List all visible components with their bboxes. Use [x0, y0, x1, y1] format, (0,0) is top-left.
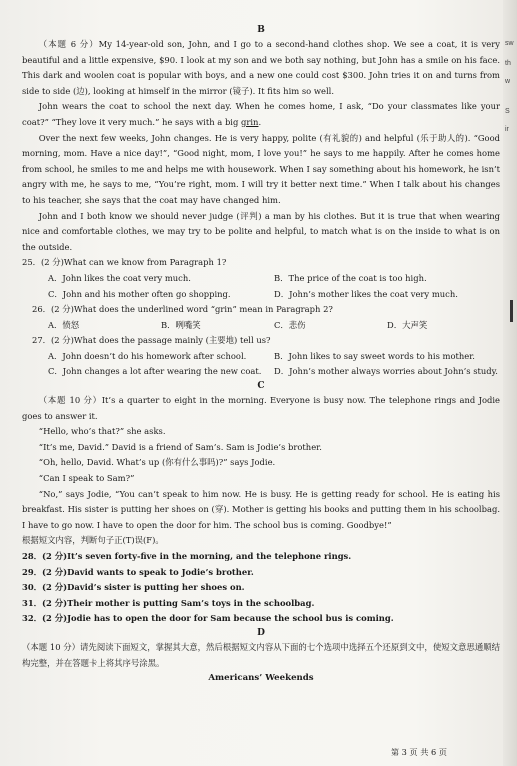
true-false-30: 30．(2 分)David’s sister is putting her shoes on. [22, 582, 245, 593]
true-false-32: 32．(2 分)Jodie has to open the door for Sam because the school bus is coming. [22, 613, 394, 624]
true-false-28: 28．(2 分)It’s seven forty-five in the morning, and the telephone rings. [22, 551, 352, 561]
passage-d-title: Americans’ Weekends [208, 673, 314, 684]
passage-b-paragraph-2 [22, 99, 500, 130]
option-d: D．John’s mother likes the coat very much. [274, 288, 458, 299]
section-heading-b: B [257, 25, 265, 35]
section-heading-d: D [257, 627, 265, 638]
paragraph-text: . [258, 116, 262, 127]
passage-c-paragraph-4: “Oh, hello, David. What’s up (你有什么事吗)?” says Jodie. [38, 457, 276, 468]
question-26: 26．(2 分)What does the underlined word “grin” mean in Paragraph 2? [32, 304, 333, 315]
option-a: A．愤怒 [48, 319, 80, 330]
option-b: B．咧嘴笑 [161, 319, 201, 330]
true-false-31: 31．(2 分)Their mother is putting Sam’s toys in the schoolbag. [22, 597, 315, 608]
option-b: B．John likes to say sweet words to his mother. [274, 350, 475, 361]
edge-fragment: w [505, 78, 511, 85]
true-false-29: 29．(2 分)David wants to speak to Jodie’s brother. [22, 566, 254, 577]
passage-b-paragraph-4: John and I both know we should never judge (评判) a man by his clothes. But it is true that when wearing nice and comfortable clothes, we may try to be polite and helpful, to match what is on the inside to what is on the outside. [22, 210, 500, 252]
edge-mark [510, 300, 513, 322]
passage-b-paragraph-3: Over the next few weeks, John changes. He is very happy, polite (有礼貌的) and helpful (乐于助人的). “Good morning, mom. Have a nice day!”, “Good night, mom, I love you!” he says to me happily. After he comes home from school, he smiles to me and helps me with housework. When I say something about his homework, he isn’t angry with me, he says to me, “You’re right, mom. I will try it better next time.” When I talk about his changes to his teacher, she says that the coat may have changed him. [22, 132, 500, 205]
question-26-options [48, 318, 500, 334]
passage-c-paragraph-6: “No,” says Jodie, “You can’t speak to him now. He is busy. He is getting ready for school. He is eating his breakfast. His sister is putting her shoes on (穿). Mother is getting his books and putting them in his schoolbag. I have to go now. I have to open the door for him. The school bus is coming. Goodbye!” [22, 488, 500, 530]
edge-fragment: sw [505, 40, 514, 47]
question-25-options [48, 287, 500, 303]
passage-b-paragraph-1: （本题 6 分）My 14-year-old son, John, and I go to a second-hand clothes shop. We see a coat, it is very beautiful and a little expensive, $90. I look at my son and we both say nothing, but John has a smile on his face. This dark and woolen coat is popular with boys, and a new one could cost $300. John tries it on and turns from side to side (边), looking at himself in the mirror (镜子). It fits him so well. [22, 39, 500, 96]
edge-fragment: th [505, 60, 511, 67]
passage-c-paragraph-2: “Hello, who’s that?” she asks. [38, 426, 166, 437]
passage-c-instruction: 根据短文内容，判断句子正(T)误(F)。 [22, 535, 164, 546]
page-content [22, 24, 500, 687]
section-heading-c: C [257, 381, 265, 392]
passage-d-instruction: （本题 10 分）请先阅读下面短文，掌握其大意，然后根据短文内容从下面的七个选项中选择五个还原到文中，使短文意思通顺结构完整，并在答题卡上将其序号涂黑。 [22, 641, 500, 668]
question-25-options [48, 271, 500, 287]
edge-fragment: S [505, 108, 510, 115]
question-27-options [48, 349, 500, 365]
edge-fragment: ir [505, 126, 509, 133]
question-27-options [48, 364, 500, 380]
option-a: A．John likes the coat very much. [48, 272, 191, 283]
passage-c-paragraph-1: （本题 10 分）It’s a quarter to eight in the morning. Everyone is busy now. The telephone rings and Jodie goes to answer it. [22, 395, 500, 421]
option-d: D．John’s mother always worries about John’s study. [274, 366, 498, 377]
underlined-word: grin [241, 116, 259, 127]
question-25: 25．(2 分)What can we know from Paragraph 1? [22, 257, 227, 268]
page-number: 第 3 页 共 6 页 [390, 747, 447, 757]
question-27: 27．(2 分)What does the passage mainly (主要地) tell us? [32, 335, 271, 346]
passage-c-paragraph-5: “Can I speak to Sam?” [38, 473, 135, 484]
option-c: C．John and his mother often go shopping. [48, 288, 231, 299]
paragraph-text: John wears the coat to school the next day. When he comes home, I ask, “Do your classmates like your coat?” “They love it very much.” he says with a big [22, 101, 500, 127]
option-b: B．The price of the coat is too high. [274, 272, 427, 283]
passage-c-paragraph-3: “It’s me, David.” David is a friend of Sam’s. Sam is Jodie’s brother. [38, 441, 322, 452]
option-c: C．悲伤 [274, 319, 306, 330]
option-a: A．John doesn’t do his homework after school. [48, 350, 247, 361]
option-d: D．大声笑 [387, 319, 428, 330]
adjacent-page-edge [503, 0, 517, 766]
option-c: C．John changes a lot after wearing the new coat. [48, 366, 262, 377]
